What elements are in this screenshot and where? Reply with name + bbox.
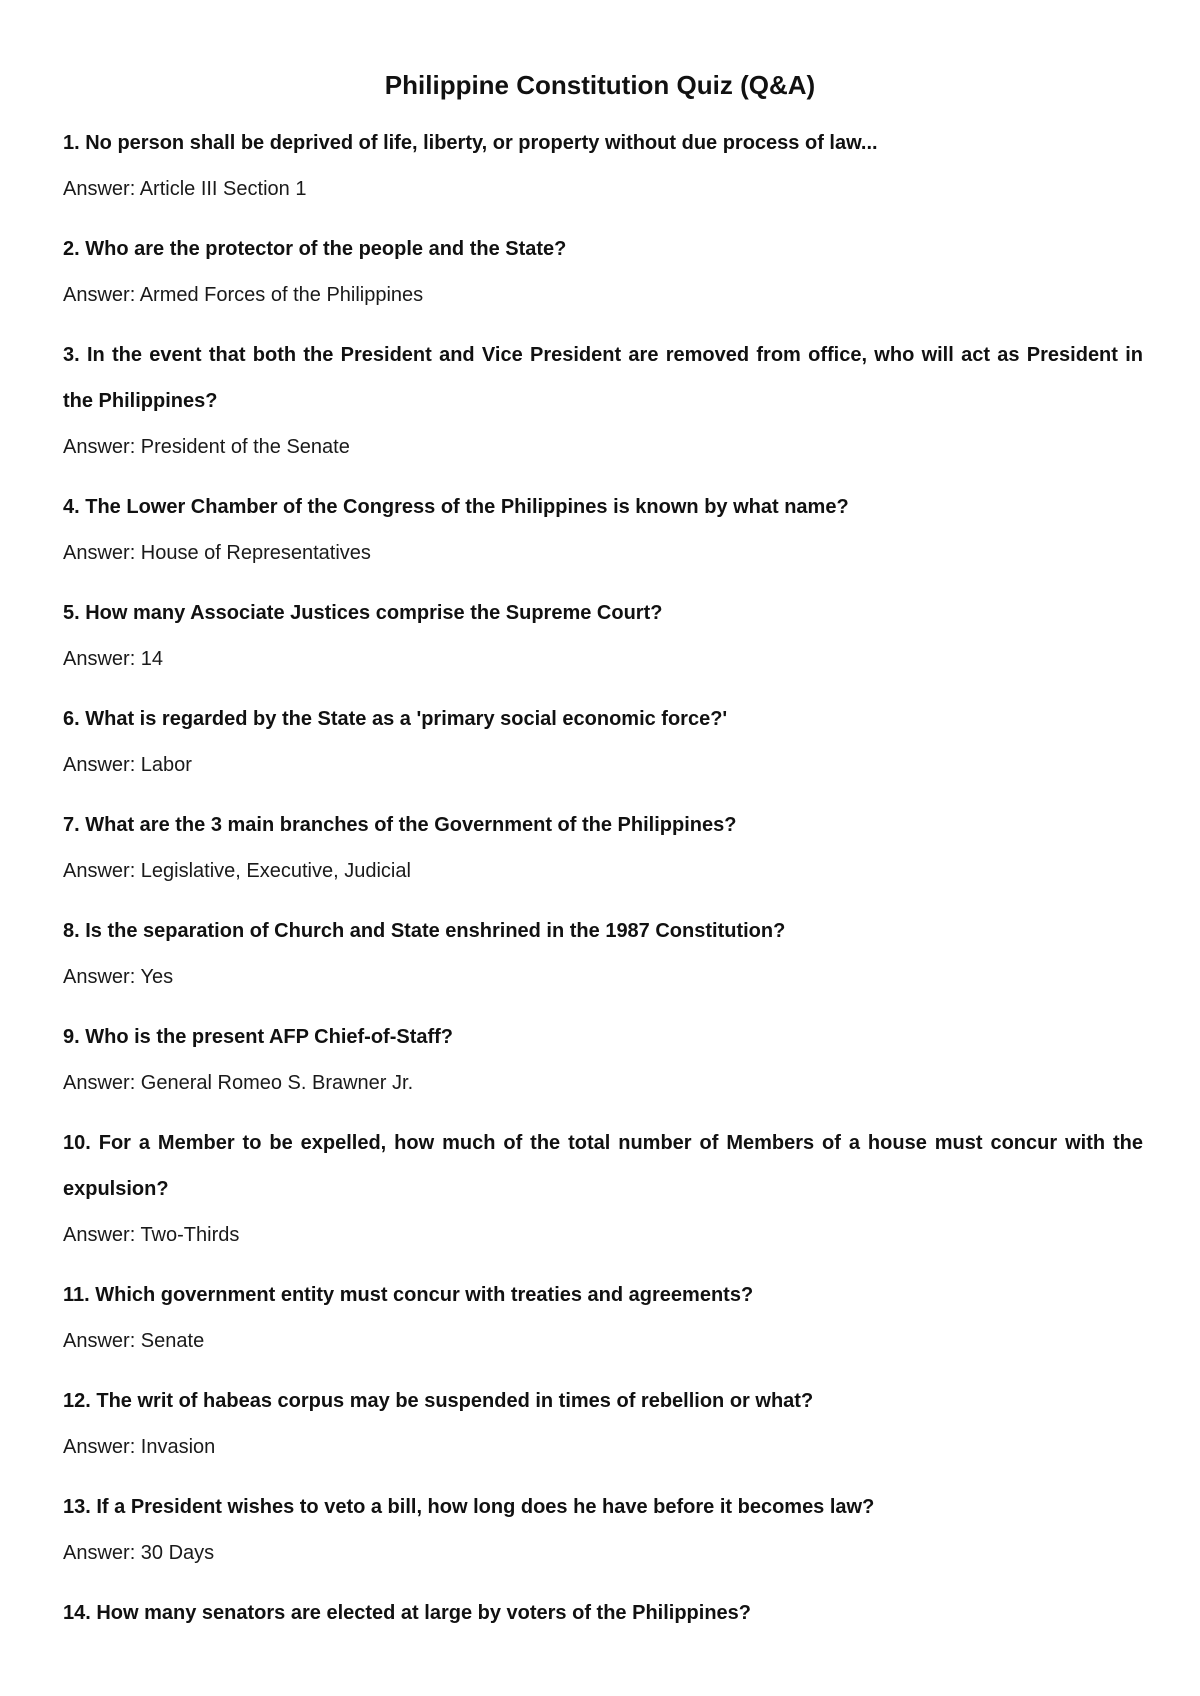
qa-item-11 <box>63 1272 1143 1364</box>
question-text: 13. If a President wishes to veto a bill, how long does he have before it becomes law? <box>63 1496 875 1518</box>
question-text: 8. Is the separation of Church and State enshrined in the 1987 Constitution? <box>63 920 786 942</box>
answer-text: Answer: Article III Section 1 <box>63 178 307 200</box>
qa-item-1 <box>63 120 1143 212</box>
qa-item-7 <box>63 802 1143 894</box>
question-text: 1. No person shall be deprived of life, liberty, or property without due process of law... <box>63 132 878 154</box>
question-text: 2. Who are the protector of the people and the State? <box>63 238 567 260</box>
question-text: 10. For a Member to be expelled, how much of the total number of Members of a house must concur with the expulsion? <box>63 1132 1143 1200</box>
question-text: 5. How many Associate Justices comprise the Supreme Court? <box>63 602 663 624</box>
qa-item-8 <box>63 908 1143 1000</box>
qa-item-9 <box>63 1014 1143 1106</box>
qa-item-14 <box>63 1590 1143 1636</box>
question-text: 11. Which government entity must concur with treaties and agreements? <box>63 1284 754 1306</box>
question-text: 6. What is regarded by the State as a 'primary social economic force?' <box>63 708 728 730</box>
qa-item-2 <box>63 226 1143 318</box>
question-text: 3. In the event that both the President and Vice President are removed from office, who will act as President in the Philippines? <box>63 344 1143 412</box>
page-title: Philippine Constitution Quiz (Q&A) <box>384 70 816 100</box>
answer-text: Answer: House of Representatives <box>63 542 371 564</box>
answer-text: Answer: Two-Thirds <box>63 1224 240 1246</box>
question-text: 12. The writ of habeas corpus may be suspended in times of rebellion or what? <box>63 1390 814 1412</box>
answer-text: Answer: General Romeo S. Brawner Jr. <box>63 1072 414 1094</box>
answer-text: Answer: Invasion <box>63 1436 216 1458</box>
answer-text: Answer: Legislative, Executive, Judicial <box>63 860 411 882</box>
answer-text: Answer: Armed Forces of the Philippines <box>63 284 424 306</box>
answer-text: Answer: 14 <box>63 648 164 670</box>
qa-item-12 <box>63 1378 1143 1470</box>
question-text: 7. What are the 3 main branches of the Government of the Philippines? <box>63 814 737 836</box>
qa-item-5 <box>63 590 1143 682</box>
question-text: 9. Who is the present AFP Chief-of-Staff? <box>63 1026 454 1048</box>
answer-text: Answer: 30 Days <box>63 1542 215 1564</box>
question-text: 14. How many senators are elected at large by voters of the Philippines? <box>63 1602 751 1624</box>
answer-text: Answer: Yes <box>63 966 174 988</box>
qa-item-3 <box>63 332 1143 470</box>
qa-item-10 <box>63 1120 1143 1258</box>
question-text: 4. The Lower Chamber of the Congress of the Philippines is known by what name? <box>63 496 849 518</box>
qa-item-13 <box>63 1484 1143 1576</box>
answer-text: Answer: President of the Senate <box>63 436 350 458</box>
qa-list <box>63 120 1143 1650</box>
answer-text: Answer: Labor <box>63 754 192 776</box>
qa-item-6 <box>63 696 1143 788</box>
qa-item-4 <box>63 484 1143 576</box>
answer-text: Answer: Senate <box>63 1330 205 1352</box>
